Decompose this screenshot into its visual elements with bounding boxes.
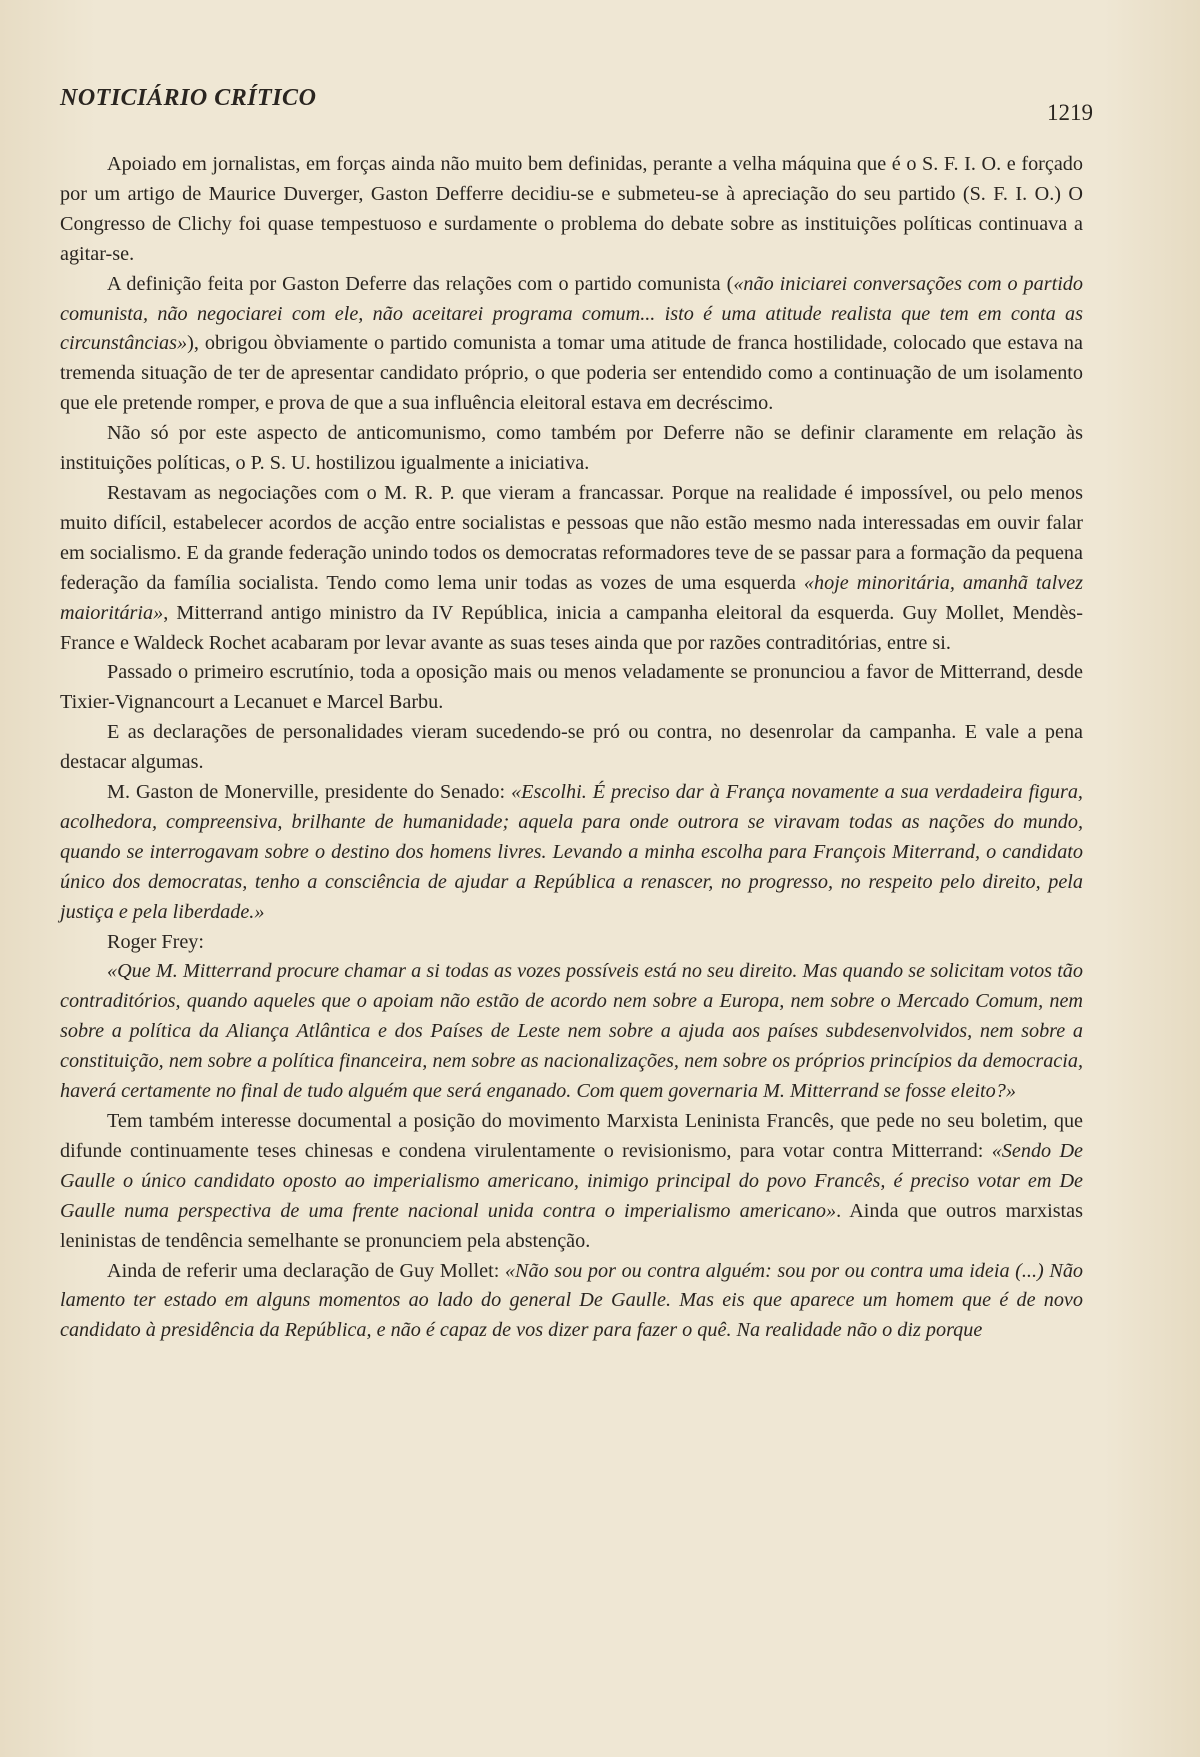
paragraph-text: M. Gaston de Monerville, presidente do Senado:: [107, 781, 512, 804]
paragraph: [60, 419, 1083, 479]
paragraph-text: Roger Frey:: [107, 930, 204, 953]
running-title: NOTICIÁRIO CRÍTICO: [60, 85, 317, 111]
article-body: [60, 150, 1083, 1346]
paragraph-text: Apoiado em jornalistas, em forças ainda não muito bem definidas, perante a velha máquina que é o S. F. I. O. e forçado por um artigo de Maurice Duverger, Gaston Defferre decidiu-se e submeteu-se à apreciação do seu partido (S. F. I. O.) O Congresso de Clichy foi quase tempestuoso e surdamente o problema do debate sobre as instituições políticas continuava a agitar-se.: [60, 153, 1083, 265]
paragraph: [60, 150, 1083, 270]
paragraph-text: Não só por este aspecto de anticomunismo, como também por Deferre não se definir claramente em relação às instituições políticas, o P. S. U. hostilizou igualmente a iniciativa.: [60, 422, 1083, 475]
quoted-text: «Que M. Mitterrand procure chamar a si todas as vozes possíveis está no seu direito. Mas quando se solicitam votos tão contraditórios, quando aqueles que o apoiam não estão de acordo nem sobre a Europa, nem sobre o Mercado Comum, nem sobre a política da Aliança Atlântica e dos Países de Leste nem sobre a ajuda aos países subdesenvolvidos, nem sobre a constituição, nem sobre a política financeira, nem sobre as nacionalizações, nem sobre os próprios princípios da democracia, haverá certamente no final de tudo alguém que será enganado. Com quem governaria M. Mitterrand se fosse eleito?»: [60, 960, 1083, 1103]
quoted-text: «hoje minoritária, amanhã talvez maioritária»: [60, 571, 1084, 624]
paragraph: [60, 658, 1083, 718]
paragraph-text: Ainda de referir uma declaração de Guy Mollet:: [107, 1259, 505, 1282]
paragraph-text: , Mitterrand antigo ministro da IV República, inicia a campanha eleitoral da esquerda. Guy Mollet, Mendès-France e Waldeck Rochet acabaram por levar avante as suas teses ainda que por razões contraditórias, entre si.: [60, 601, 1083, 654]
paragraph: [60, 778, 1083, 928]
paragraph: [60, 479, 1083, 658]
paragraph-text: ), obrigou òbviamente o partido comunista a tomar uma atitude de franca hostilidade, colocado que estava na tremenda situação de ter de apresentar candidato próprio, o que poderia ser entendido como a continuação de um isolamento que ele pretende romper, e prova de que a sua influência eleitoral estava em decréscimo.: [60, 332, 1083, 415]
paragraph-text: Tem também interesse documental a posição do movimento Marxista Leninista Francês, que pede no seu boletim, que difunde continuamente teses chinesas e condena virulentamente o revisionismo, para votar contra Mitterrand:: [60, 1110, 1083, 1162]
paragraph: [60, 1257, 1083, 1347]
quoted-text: «Sendo De Gaulle o único candidato oposto ao imperialismo americano, inimigo principal do povo Francês, é preciso votar em De Gaulle numa perspectiva de uma frente nacional unida contra o imperialismo americano»: [60, 1139, 1083, 1222]
paragraph: [60, 270, 1083, 420]
paragraph-text: E as declarações de personalidades vieram sucedendo-se pró ou contra, no desenrolar da campanha. E vale a pena destacar algumas.: [60, 721, 1083, 774]
paragraph: [60, 1107, 1083, 1257]
quoted-text: «Não sou por ou contra alguém: sou por ou contra uma ideia (...) Não lamento ter estado em alguns momentos ao lado do general De Gaulle. Mas eis que aparece um homem que é de novo candidato à presidência da República, e não é capaz de vos dizer para fazer o quê. Na realidade não o diz porque: [60, 1259, 1084, 1342]
paragraph-text: A definição feita por Gaston Deferre das relações com o partido comunista (: [107, 272, 734, 295]
page-header: [60, 0, 1093, 125]
paragraph-text: Passado o primeiro escrutínio, toda a oposição mais ou menos veladamente se pronunciou a favor de Mitterrand, desde Tixier-Vignancourt a Lecanuet e Marcel Barbu.: [60, 661, 1083, 714]
paragraph: [60, 957, 1083, 1107]
paragraph-text: . Ainda que outros marxistas leninistas de tendência semelhante se pronunciem pela abstenção.: [60, 1199, 1083, 1252]
quoted-text: «Escolhi. É preciso dar à França novamente a sua verdadeira figura, acolhedora, compreensiva, brilhante de humanidade; aquela para onde outrora se viravam todas as nações do mundo, quando se interrogavam sobre o destino dos homens livres. Levando a minha escolha para François Miterrand, o candidato único dos democratas, tenho a consciência de ajudar a República a renascer, no progresso, no respeito pelo direito, pela justiça e pela liberdade.»: [60, 781, 1083, 923]
quoted-text: «não iniciarei conversações com o partido comunista, não negociarei com ele, não aceitarei programa comum... isto é uma atitude realista que tem em conta as circunstâncias»: [60, 272, 1083, 355]
page-number: 1219: [1047, 100, 1093, 125]
paragraph: [60, 718, 1083, 778]
paragraph-text: Restavam as negociações com o M. R. P. que vieram a francassar. Porque na realidade é impossível, ou pelo menos muito difícil, estabelecer acordos de acção entre socialistas e pessoas que não estão mesmo nada interessadas em ouvir falar em socialismo. E da grande federação unindo todos os democratas reformadores teve de se passar para a formação da pequena federação da família socialista. Tendo como lema unir todas as vozes de uma esquerda: [60, 481, 1083, 594]
paragraph: [60, 928, 1083, 958]
